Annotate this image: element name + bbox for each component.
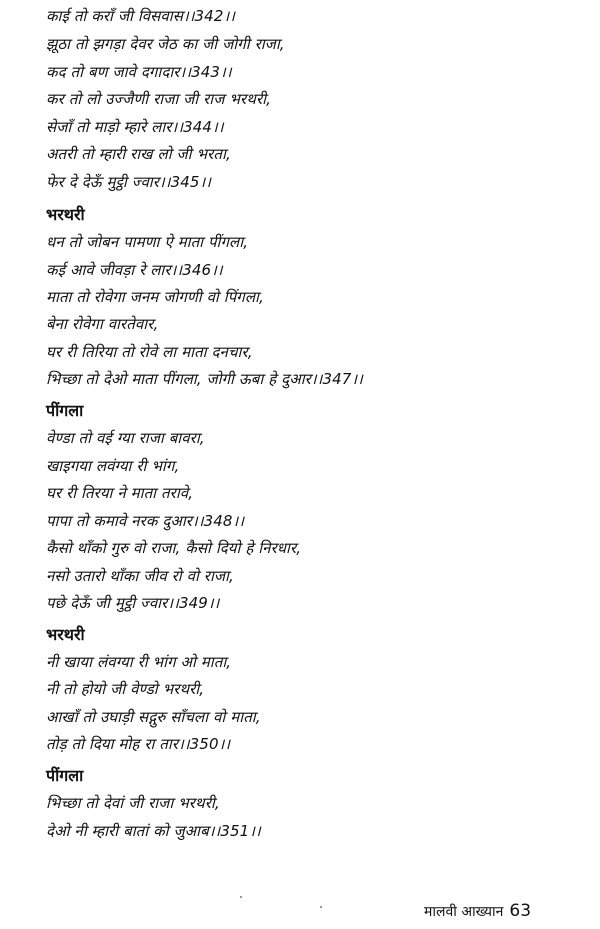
verse-line: घर री तिरिया तो रोवे ला माता दनचार,: [46, 343, 253, 361]
verse-line: आखॉं तो उघाड़ी सद्गुरु सॉंचला वो माता,: [46, 708, 261, 726]
verse-line: पछे देऊँ जी मुट्ठी ज्वार।।349।।: [46, 594, 220, 612]
verse-line: माता तो रोवेगा जनम जोगणी वो पिंगला,: [46, 288, 264, 306]
verse-line: कैसो थॉंको गुरु वो राजा, कैसो दियो हे निरधार,: [46, 539, 302, 557]
verse-line: कद तो बण जावे दगादार।।343।।: [46, 63, 232, 81]
verse-line: नी खाया लंवग्या री भांग ओ माता,: [46, 653, 232, 671]
verse-line: वेण्डा तो वई ग्या राजा बावरा,: [46, 429, 205, 447]
scan-speck: [320, 906, 322, 908]
verse-line: पापा तो कमावे नरक दुआर।।348।।: [46, 512, 245, 530]
scan-speck: [240, 896, 242, 898]
verse-line: कर तो लो उज्जैणी राजा जी राज भरथरी,: [46, 90, 271, 108]
verse-line: काई तो करॉं जी विसवास।।342।।: [46, 7, 236, 25]
page-number: 63: [509, 901, 532, 921]
verse-line: खाइगया लवंग्या री भांग,: [46, 457, 180, 475]
speaker-heading: भरथरी: [46, 205, 85, 224]
verse-line: सेजॉं तो माड़ो म्हारे लार।।344।।: [46, 118, 224, 136]
verse-line: धन तो जोबन पामणा ऐ माता पींगला,: [46, 233, 249, 251]
verse-line: बेना रोवेगा वारतेवार,: [46, 315, 159, 333]
verse-line: भिच्छा तो देवां जी राजा भरथरी,: [46, 794, 220, 812]
speaker-heading: भरथरी: [46, 625, 85, 644]
verse-line: देओ नी म्हारी बातां को जुआब।।351।।: [46, 822, 261, 840]
page-footer: [424, 901, 531, 921]
speaker-heading: पींगला: [46, 766, 84, 785]
verse-line: घर री तिरया ने माता तरावे,: [46, 484, 194, 502]
verse-line: भिच्छा तो देओ माता पींगला, जोगी ऊबा हे दुआर।।347।।: [46, 370, 363, 388]
footer-book-title: मालवी आख्यान: [424, 904, 504, 920]
verse-line: नसो उतारो थॉंका जीव रो वो राजा,: [46, 567, 234, 585]
verse-line: नी तो होयो जी वेण्डो भरथरी,: [46, 680, 205, 698]
verse-line: अतरी तो म्हारी राख लो जी भरता,: [46, 145, 231, 163]
speaker-heading: पींगला: [46, 401, 84, 420]
verse-line: फेर दे देऊँ मुट्ठी ज्वार।।345।।: [46, 173, 212, 191]
verse-line: झूठा तो झगड़ा देवर जेठ का जी जोगी राजा,: [46, 35, 285, 53]
verse-line: कई आवे जीवड़ा रे लार।।346।।: [46, 261, 223, 279]
verse-line: तोड़ तो दिया मोह रा तार।।350।।: [46, 735, 231, 753]
